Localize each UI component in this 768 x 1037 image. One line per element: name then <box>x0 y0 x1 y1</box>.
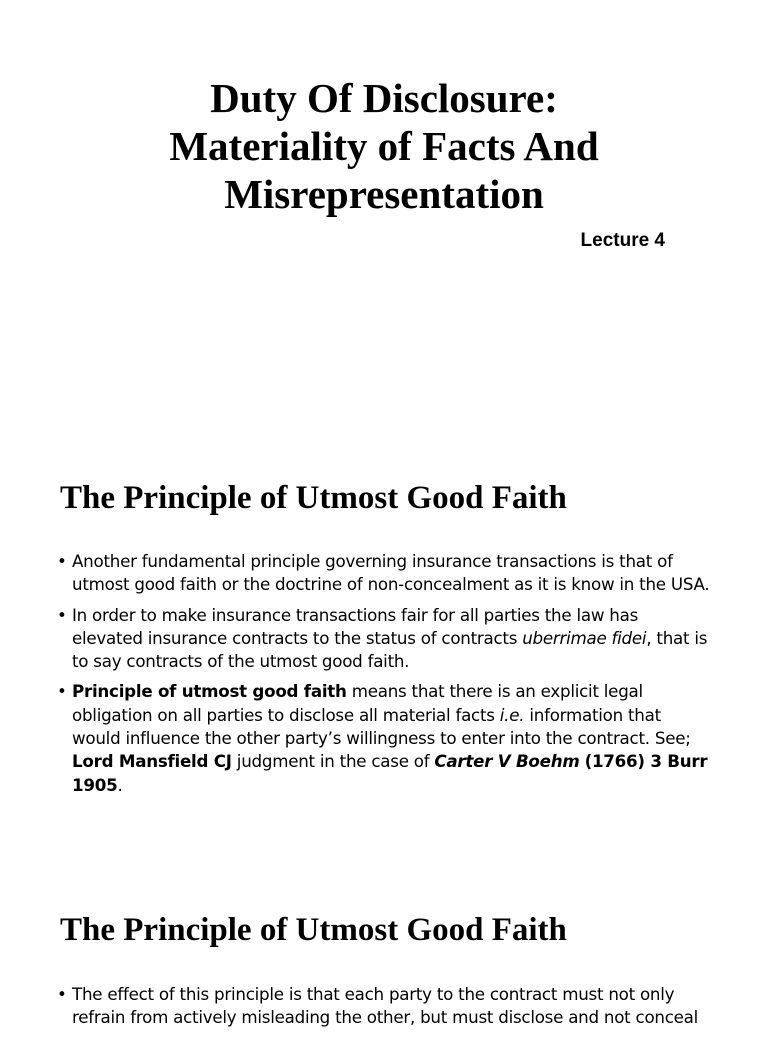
presentation-title <box>60 74 708 218</box>
case-citation: (1766) 3 Burr 1905 <box>72 751 708 795</box>
title-line-1: Duty Of Disclosure: <box>210 75 558 121</box>
bullet-item <box>57 680 710 796</box>
bullet-item <box>57 550 710 597</box>
bullet-text: judgment in the case of <box>231 751 435 772</box>
bullet-text: Another fundamental principle governing insurance transactions is that of utmost good faith or the doctrine of non-concealment as it is know in the USA. <box>72 551 710 595</box>
title-slide <box>0 0 768 432</box>
latin-term: uberrimae fidei <box>522 627 647 648</box>
content-slide-utmost-good-faith <box>0 432 768 864</box>
slide-heading: The Principle of Utmost Good Faith <box>60 480 567 516</box>
content-slide-utmost-good-faith-continued <box>0 864 768 1028</box>
bullet-item <box>57 983 710 1030</box>
slide-heading: The Principle of Utmost Good Faith <box>60 912 567 948</box>
bullet-text: means that there is an explicit legal obligation on all parties to disclose all material facts <box>72 681 643 725</box>
bullet-text: , that is to say contracts of the utmost good faith. <box>72 627 708 672</box>
abbreviation: i.e. <box>499 704 525 725</box>
bullet-text: information that would influence the other party’s willingness to enter into the contract. See; <box>72 704 691 749</box>
bullet-item <box>57 604 710 674</box>
bullet-text: . <box>117 774 123 795</box>
defined-term: Principle of utmost good faith <box>72 681 347 702</box>
bullet-list <box>57 983 710 1037</box>
bullet-text: The effect of this principle is that each party to the contract must not only refrain from actively misleading the other, but must disclose and not conceal <box>72 984 699 1028</box>
judge-name: Lord Mansfield CJ <box>72 751 232 772</box>
bullet-list <box>57 550 710 804</box>
lecture-subtitle: Lecture 4 <box>580 230 665 251</box>
case-name: Carter V Boehm <box>434 751 580 772</box>
bullet-text: In order to make insurance transactions fair for all parties the law has elevated insurance contracts to the status of contracts <box>72 604 639 648</box>
title-line-3: Misrepresentation <box>224 171 544 217</box>
title-line-2: Materiality of Facts And <box>169 123 599 169</box>
